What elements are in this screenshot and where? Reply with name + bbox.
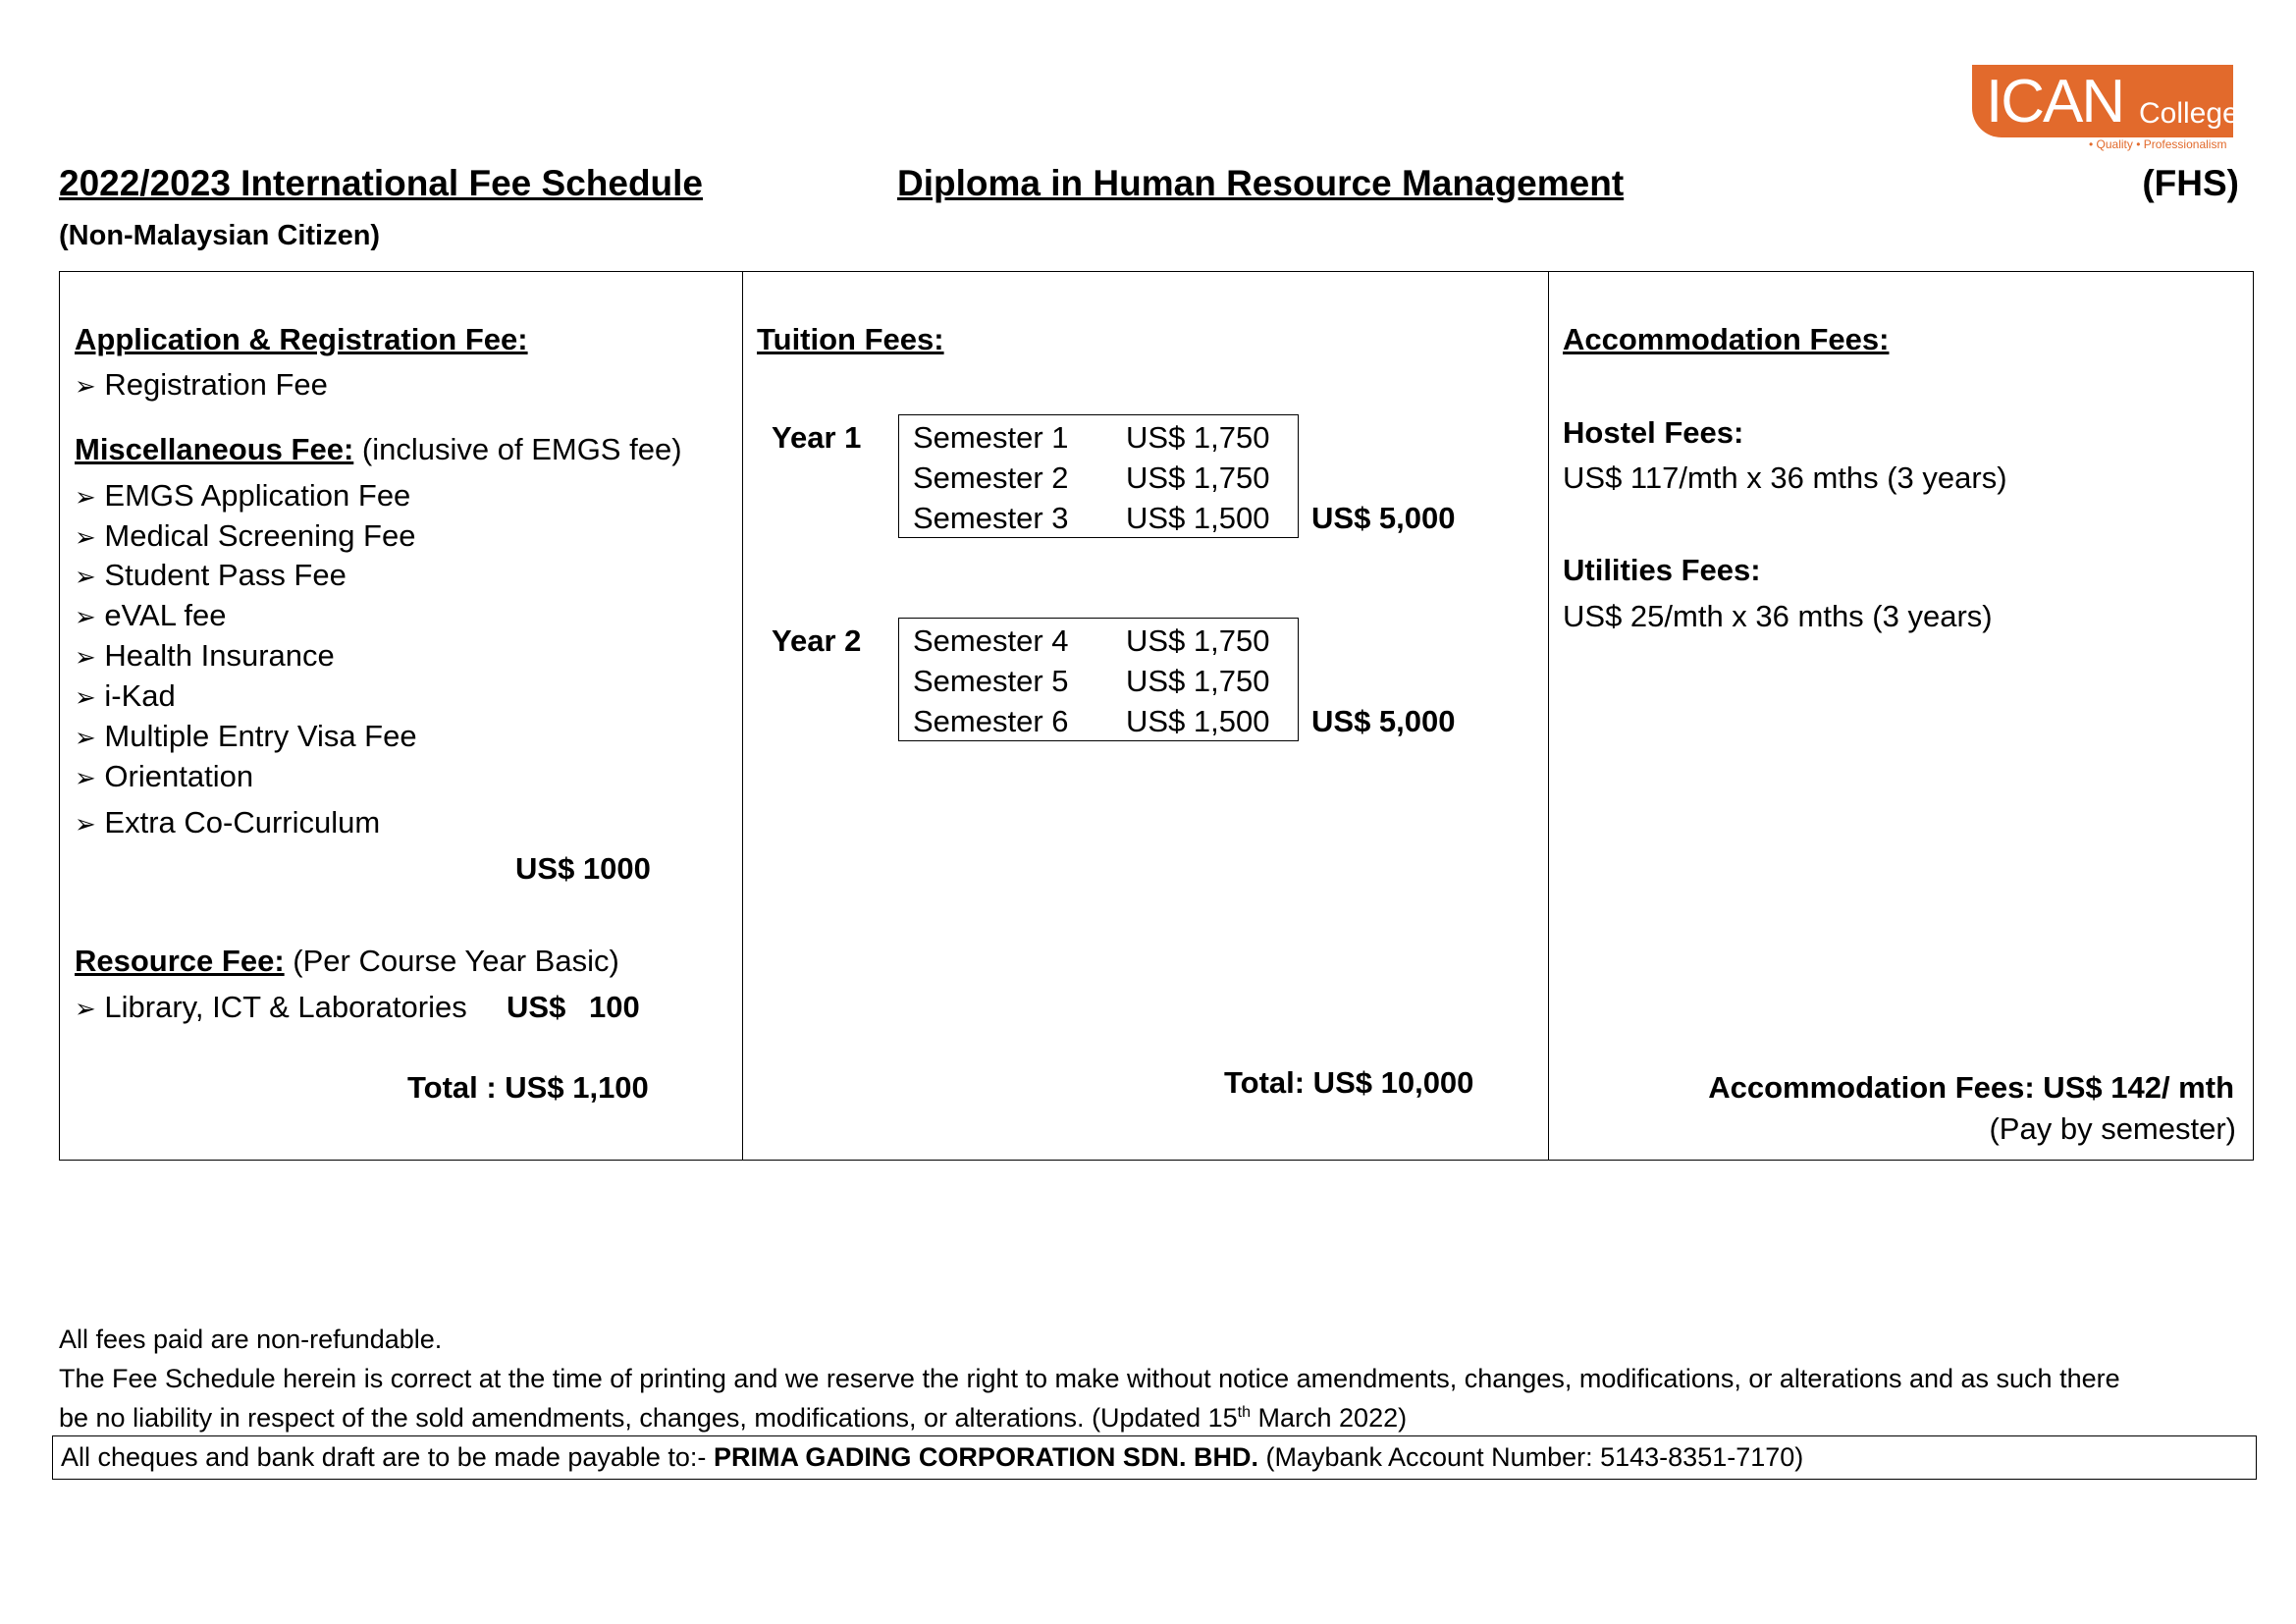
resource-fee-currency: US$	[507, 990, 566, 1024]
arrow-bullet-icon: ➢	[75, 522, 96, 552]
accommodation-total: Accommodation Fees: US$ 142/ mth	[1708, 1070, 2234, 1105]
arrow-bullet-icon: ➢	[75, 723, 96, 752]
application-fee-heading: Application & Registration Fee:	[75, 322, 528, 356]
year-label: Year 2	[772, 623, 862, 658]
semester-fee: US$ 1,500	[1126, 501, 1270, 535]
semester-fee: US$ 1,750	[1126, 420, 1270, 455]
semester-name: Semester 3	[913, 501, 1069, 535]
payment-notice-box	[52, 1435, 2257, 1480]
footer-line-3: be no liability in respect of the sold amendments, changes, modifications, or alterations. (Updated 15th March 2022)	[59, 1403, 1408, 1433]
logo-tagline: • Quality • Professionalism	[2089, 137, 2227, 151]
payee-company-name: PRIMA GADING CORPORATION SDN. BHD.	[713, 1442, 1258, 1472]
hostel-fees-text: US$ 117/mth x 36 mths (3 years)	[1563, 460, 2007, 495]
document-title: 2022/2023 International Fee Schedule	[59, 163, 704, 203]
resource-fee-note: (Per Course Year Basic)	[293, 944, 619, 978]
semester-name: Semester 6	[913, 704, 1069, 738]
footer-line-1: All fees paid are non-refundable.	[59, 1325, 443, 1354]
column-divider-2	[1548, 271, 1549, 1161]
resource-fee-heading-row	[75, 944, 619, 979]
logo-sub-text: College	[2139, 97, 2239, 130]
arrow-bullet-icon: ➢	[75, 482, 96, 512]
resource-fee-heading: Resource Fee:	[75, 944, 285, 978]
left-total: Total : US$ 1,100	[407, 1070, 649, 1105]
semester-name: Semester 2	[913, 460, 1069, 495]
semester-name: Semester 4	[913, 623, 1069, 658]
list-item: ➢ Library, ICT & Laboratories	[75, 990, 467, 1024]
list-item: ➢ eVAL fee	[75, 598, 227, 632]
list-item: ➢ EMGS Application Fee	[75, 478, 411, 513]
misc-fee-total: US$ 1000	[515, 851, 651, 886]
arrow-bullet-icon: ➢	[75, 763, 96, 792]
semester-name: Semester 1	[913, 420, 1069, 455]
accommodation-fees-heading: Accommodation Fees:	[1563, 322, 1890, 356]
college-logo	[1972, 65, 2239, 137]
misc-fee-heading-row	[75, 432, 682, 467]
year-label: Year 1	[772, 420, 862, 455]
logo-main-text: ICAN	[1986, 68, 2124, 135]
hostel-fees-heading: Hostel Fees:	[1563, 415, 1744, 450]
utilities-fees-text: US$ 25/mth x 36 mths (3 years)	[1563, 599, 1993, 633]
ordinal-suffix: th	[1237, 1404, 1252, 1421]
arrow-bullet-icon: ➢	[75, 371, 96, 401]
utilities-fees-heading: Utilities Fees:	[1563, 553, 1761, 587]
footer-line-2: The Fee Schedule herein is correct at the time of printing and we reserve the right to make without notice amendments, changes, modifications, or alterations and as such there	[59, 1364, 2120, 1393]
list-item: ➢ Student Pass Fee	[75, 558, 347, 592]
year-subtotal: US$ 5,000	[1311, 704, 1456, 738]
list-item: ➢ Medical Screening Fee	[75, 518, 416, 553]
semester-fee: US$ 1,500	[1126, 704, 1270, 738]
accommodation-total-note: (Pay by semester)	[1989, 1111, 2236, 1146]
bank-account-text: (Maybank Account Number: 5143-8351-7170)	[1257, 1442, 1804, 1472]
column-divider-1	[742, 271, 743, 1161]
document-subtitle: (Non-Malaysian Citizen)	[59, 220, 381, 251]
list-item: ➢ Orientation	[75, 759, 254, 793]
arrow-bullet-icon: ➢	[75, 682, 96, 712]
resource-fee-amount: 100	[589, 990, 640, 1024]
program-code: (FHS)	[2142, 163, 2239, 203]
arrow-bullet-icon: ➢	[75, 642, 96, 672]
list-item: ➢ Registration Fee	[75, 367, 328, 402]
tuition-fees-heading: Tuition Fees:	[757, 322, 944, 356]
arrow-bullet-icon: ➢	[75, 602, 96, 631]
semester-name: Semester 5	[913, 664, 1069, 698]
semester-fee: US$ 1,750	[1126, 460, 1270, 495]
arrow-bullet-icon: ➢	[75, 809, 96, 839]
list-item: ➢ Health Insurance	[75, 638, 335, 673]
misc-fee-heading: Miscellaneous Fee:	[75, 432, 354, 466]
semester-fee: US$ 1,750	[1126, 664, 1270, 698]
arrow-bullet-icon: ➢	[75, 994, 96, 1023]
year-subtotal: US$ 5,000	[1311, 501, 1456, 535]
arrow-bullet-icon: ➢	[75, 562, 96, 591]
misc-fee-note: (inclusive of EMGS fee)	[361, 432, 682, 466]
list-item: ➢ Extra Co-Curriculum	[75, 805, 381, 839]
payment-notice-text: All cheques and bank draft are to be made payable to:-	[61, 1442, 714, 1472]
program-title: Diploma in Human Resource Management	[897, 163, 1625, 203]
list-item: ➢ i-Kad	[75, 678, 176, 713]
semester-fee: US$ 1,750	[1126, 623, 1270, 658]
tuition-total: Total: US$ 10,000	[1224, 1065, 1474, 1100]
list-item: ➢ Multiple Entry Visa Fee	[75, 719, 417, 753]
